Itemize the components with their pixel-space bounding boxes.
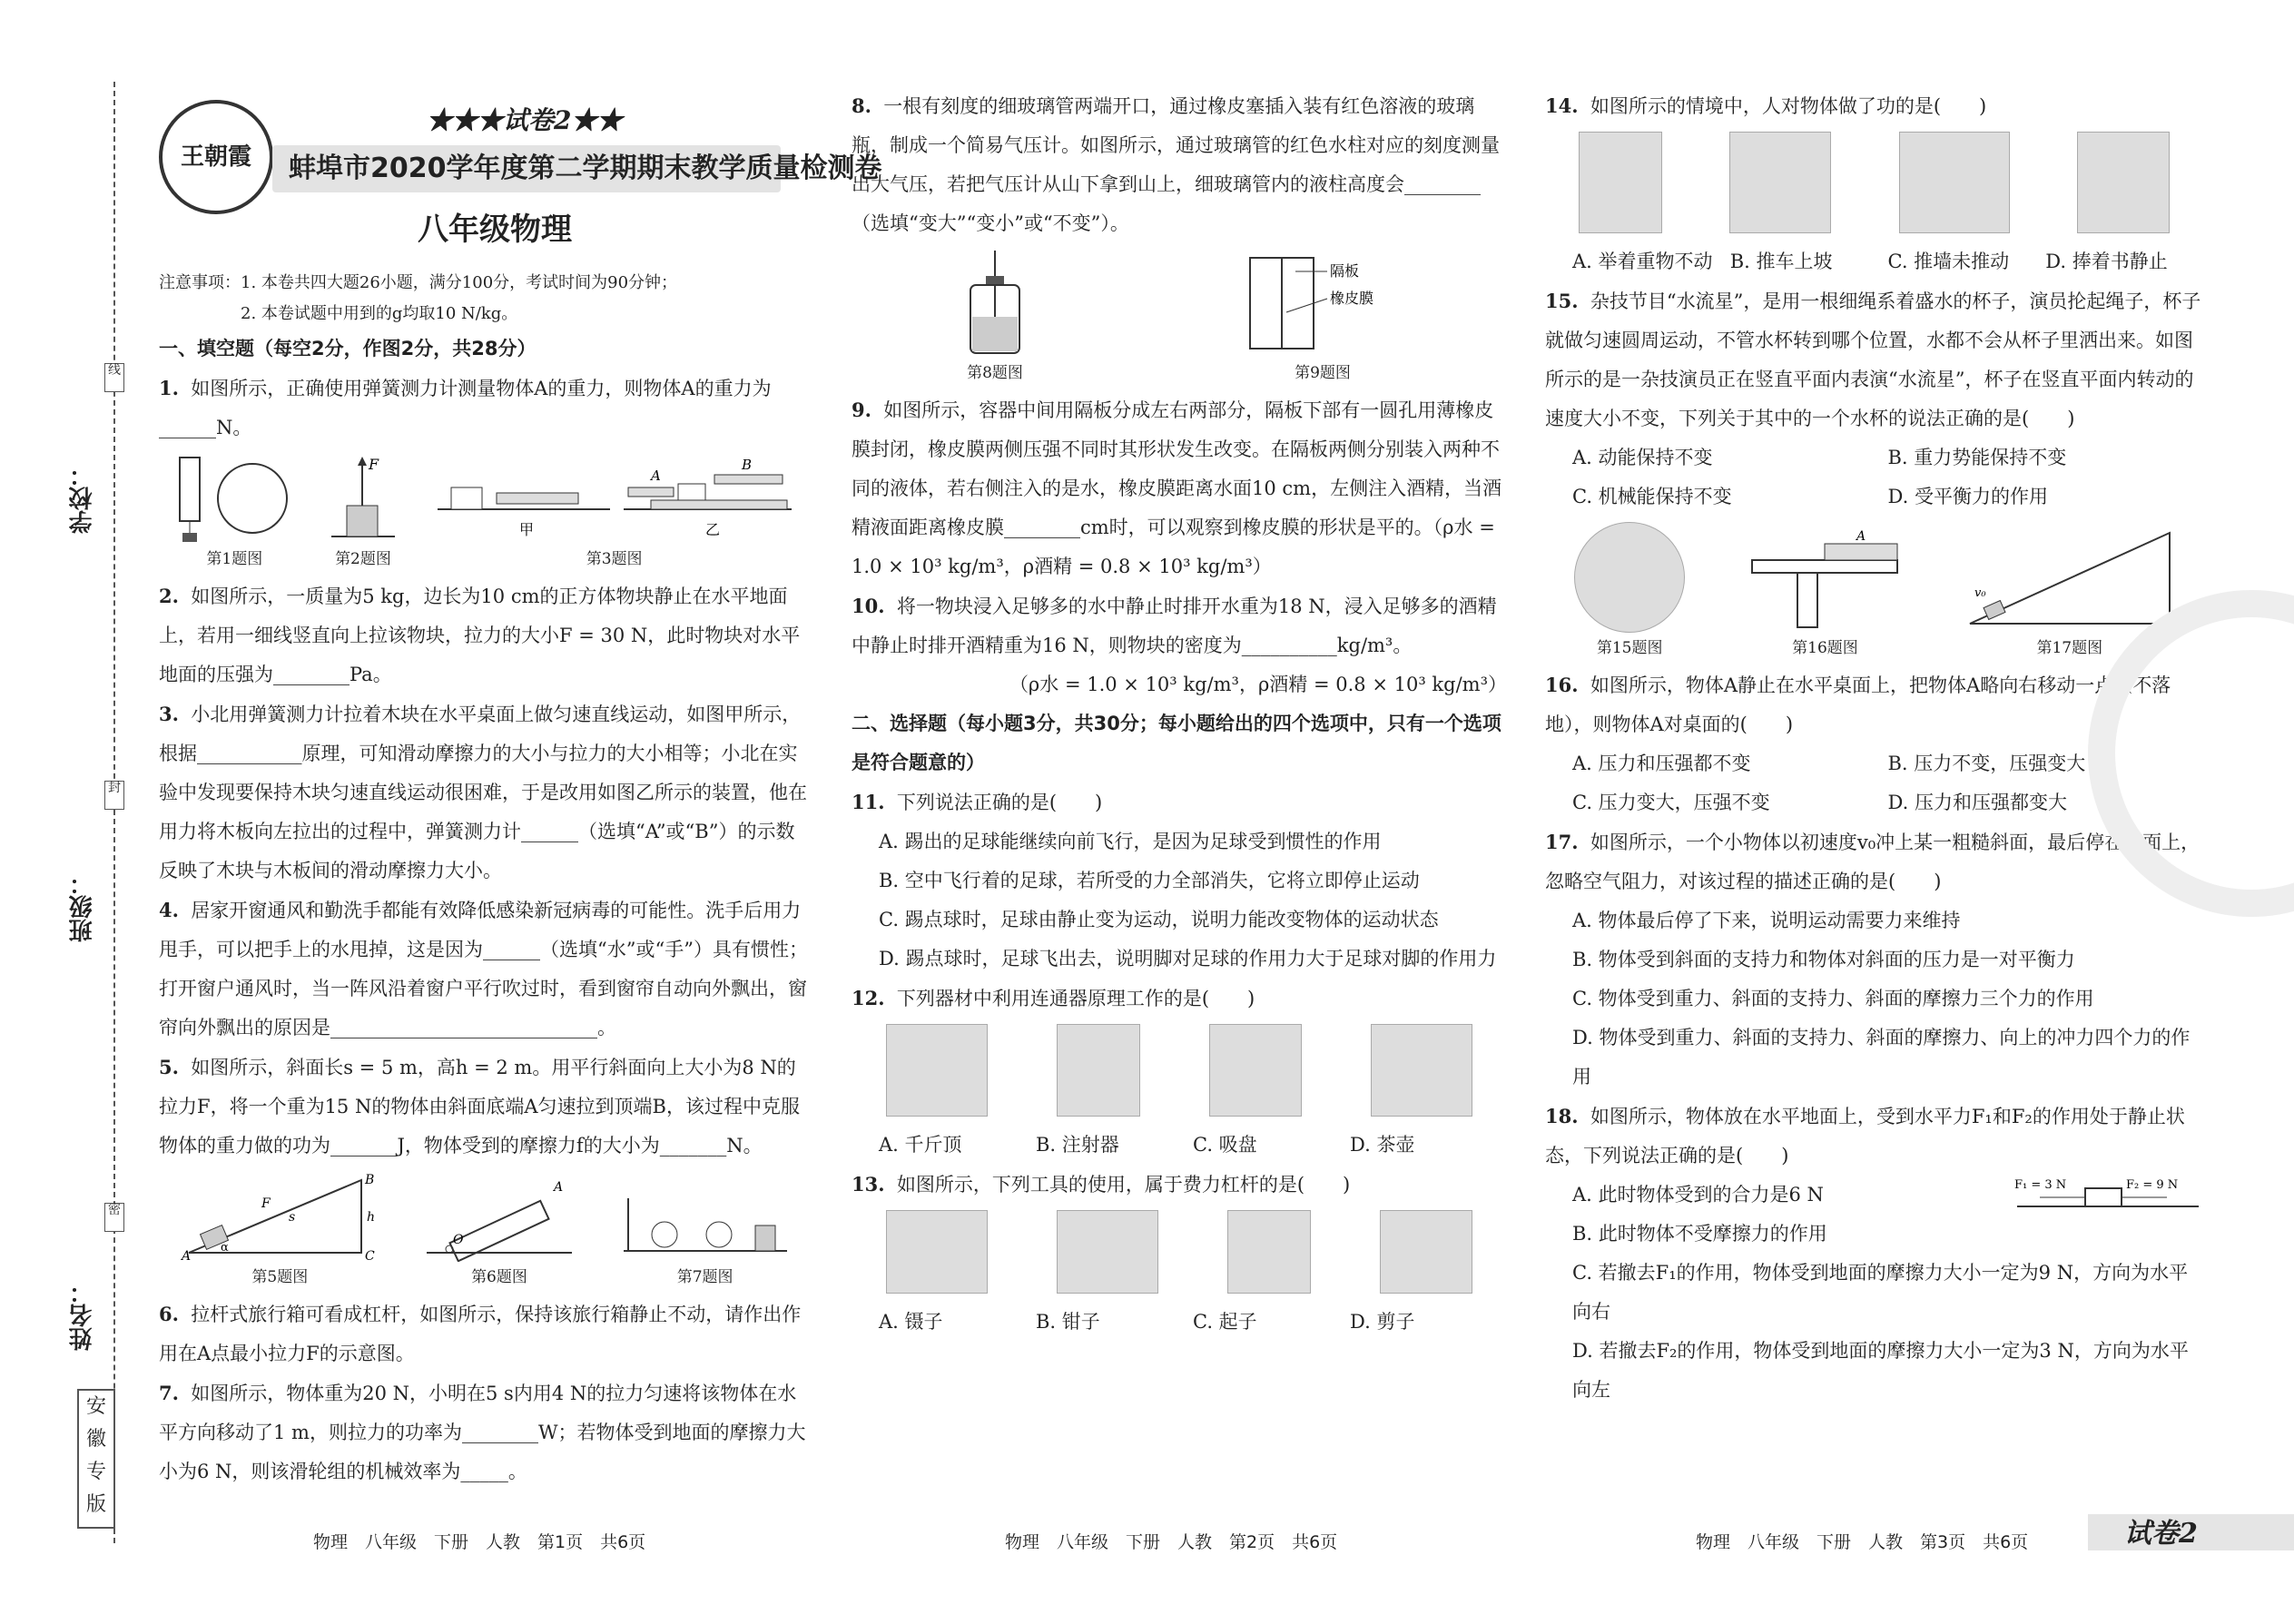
binding-line: [113, 82, 115, 1543]
rough-incline-diagram: [1965, 524, 2174, 633]
q15-option-c: C. 机械能保持不变: [1572, 486, 1732, 507]
figure-2-caption: 第2题图: [335, 550, 391, 568]
question-12: 12. 下列器材中利用连通器原理工作的是( ): [852, 987, 1255, 1009]
q12-option-b: B. 注射器: [1036, 1134, 1119, 1156]
label-a: A: [553, 1180, 564, 1195]
figure-9: [1241, 249, 1404, 385]
lifting-weight-image: [1579, 132, 1662, 233]
footer-page-1: 物理 八年级 下册 人教 第1页 共6页: [313, 1532, 646, 1552]
q18-force-diagram: [2013, 1176, 2203, 1212]
label-jia: 甲: [518, 521, 534, 538]
teapot-image: [1371, 1024, 1472, 1117]
figure-9-caption: 第9题图: [1295, 364, 1351, 382]
section-1-heading: 一、填空题（每空2分，作图2分，共28分）: [159, 338, 537, 359]
barometer-bottle-diagram: [954, 249, 1036, 358]
figure-row-3: [852, 249, 1507, 385]
label-s: s: [289, 1210, 296, 1225]
seal-mark: 封: [104, 781, 124, 810]
table-block-diagram: [1743, 524, 1906, 633]
question-5: 5. 如图所示，斜面长s = 5 m，高h = 2 m。用平行斜面向上大小为8 N的拉力F，将一个重为15 N的物体由斜面底端A匀速拉到顶端B，该过程中克服物体的重力做的功为_______J，物体受到的摩擦力f的大小为_______N。: [159, 1056, 800, 1156]
paper-tag: 试卷2: [2124, 1518, 2198, 1550]
q13-option-c: C. 起子: [1193, 1311, 1257, 1333]
question-18: 18. 如图所示，物体放在水平地面上，受到水平力F₁和F₂的作用处于静止状态，下列说法正确的是( ): [1545, 1105, 2185, 1166]
figure-3-caption: 第3题图: [586, 550, 643, 568]
q13-options: [852, 1303, 1507, 1342]
region-badge: 安徽专版: [77, 1389, 115, 1529]
scissors-image: [1380, 1210, 1472, 1294]
question-1: 1. 如图所示，正确使用弹簧测力计测量物体A的重力，则物体A的重力为______N。: [159, 377, 772, 438]
q17-option-b: B. 物体受到斜面的支持力和物体对斜面的压力是一对平衡力: [1572, 949, 2075, 970]
brand-logo: 王朝霞: [159, 100, 273, 214]
school-label: 学校：: [69, 463, 96, 534]
q17-option-a: A. 物体最后停了下来，说明运动需要力来维持: [1572, 910, 1961, 931]
syringe-image: [1057, 1024, 1140, 1117]
question-10: 10. 将一物块浸入足够多的水中静止时排开水重为18 N，浸入足够多的酒精中静止时排开酒精重为16 N，则物块的密度为__________kg/m³。: [852, 595, 1497, 656]
section-2-heading: 二、选择题（每小题3分，共30分；每小题给出的四个选项中，只有一个选项是符合题意的）: [852, 713, 1501, 773]
q17-option-c: C. 物体受到重力、斜面的支持力、斜面的摩擦力三个力的作用: [1572, 988, 2094, 1009]
q12-option-a: A. 千斤顶: [879, 1134, 962, 1156]
question-8: 8. 一根有刻度的细玻璃管两端开口，通过橡皮塞插入装有红色溶液的玻璃瓶，制成一个简易气压计。如图所示，通过玻璃管的红色水柱对应的刻度测量出大气压，若把气压计从山下拿到山上，细玻璃管内的液柱高度会________（选填“变大”“变小”或“不变”）。: [852, 94, 1500, 234]
question-13: 13. 如图所示，下列工具的使用，属于费力杠杆的是( ): [852, 1173, 1351, 1196]
q14-option-a: A. 举着重物不动: [1572, 251, 1713, 272]
figure-1-caption: 第1题图: [206, 550, 263, 568]
name-label: 姓名：: [69, 1280, 96, 1351]
question-9: 9. 如图所示，容器中间用隔板分成左右两部分，隔板下部有一圆孔用薄橡皮膜封闭，橡皮膜两侧压强不同时其形状发生改变。在隔板两侧分别装入两种不同的液体，若右侧注入的是水，橡皮膜距离水面10 cm，左侧注入酒精，当酒精液面距离橡皮膜________cm时，可以观察到橡皮膜的形状是平的。（ρ水 = 1.0 × 10³ kg/m³，ρ酒精 = 0.8 × 10³ kg/m³）: [852, 399, 1502, 577]
q12-images: [852, 1024, 1507, 1120]
f2-label: F₂ = 9 N: [2126, 1178, 2179, 1192]
q10-density-note: （ρ水 = 1.0 × 10³ kg/m³，ρ酒精 = 0.8 × 10³ kg/m³）: [1009, 674, 1507, 695]
q18-option-d: D. 若撤去F₂的作用，物体受到地面的摩擦力大小一定为3 N，方向为水平向左: [1572, 1340, 2189, 1401]
q13-option-d: D. 剪子: [1350, 1311, 1415, 1333]
container-partition-diagram: [1241, 249, 1404, 358]
figure-7: [619, 1171, 792, 1289]
q14-option-b: B. 推车上坡: [1729, 251, 1833, 272]
figure-15: [1574, 522, 1685, 660]
q15-options-row-2: [1545, 477, 2203, 517]
figure-6: [422, 1171, 576, 1289]
question-2: 2. 如图所示，一质量为5 kg，边长为10 cm的正方体物块静止在水平地面上，若用一细线竖直向上拉该物块，拉力的大小F = 30 N，此时物块对水平地面的压强为________Pa。: [159, 585, 801, 685]
question-16: 16. 如图所示，物体A静止在水平桌面上，把物体A略向右移动一点（不落地），则物体A对桌面的( ): [1545, 674, 2171, 735]
q11-option-a: A. 踢出的足球能继续向前飞行，是因为足球受到惯性的作用: [879, 831, 1382, 852]
label-membrane: 橡皮膜: [1330, 290, 1374, 307]
pushing-cart-image: [1729, 132, 1831, 233]
exam-title: 蚌埠市2020学年度第二学期期末教学质量检测卷: [289, 153, 882, 184]
question-15: 15. 杂技节目“水流星”，是用一根细绳系着盛水的杯子，演员抡起绳子，杯子就做匀速圆周运动，不管水杯转到哪个位置，水都不会从杯子里洒出来。如图所示的是一杂技演员正在竖直平面内表演“水流星”，杯子在竖直平面内转动的速度大小不变，下列关于其中的一个水杯的说法正确的是( ): [1545, 290, 2201, 429]
q18-option-b: B. 此时物体不受摩擦力的作用: [1572, 1223, 1827, 1245]
question-3: 3. 小北用弹簧测力计拉着木块在水平桌面上做匀速直线运动，如图甲所示，根据___________原理，可知滑动摩擦力的大小与拉力的大小相等；小北在实验中发现要保持木块匀速直线运动很困难，于是改用如图乙所示的装置，他在用力将木板向左拉出的过程中，弹簧测力计______（选填“A”或“B”）的示数反映了木块与木板间的滑动摩擦力大小。: [159, 703, 807, 881]
footer-page-3: 物理 八年级 下册 人教 第3页 共6页: [1696, 1532, 2029, 1552]
line-mark: 线: [104, 363, 124, 392]
class-label: 班级：: [69, 871, 96, 942]
bottle-opener-image: [1227, 1210, 1311, 1294]
q12-option-d: D. 茶壶: [1350, 1134, 1415, 1156]
label-partition: 隔板: [1330, 262, 1360, 280]
figure-1: [175, 453, 293, 571]
figure-5-caption: 第5题图: [251, 1268, 309, 1286]
column-1: [159, 268, 812, 1491]
q11-option-d: D. 踢点球时，足球飞出去，说明脚对足球的作用力大于足球对脚的作用力: [879, 948, 1497, 969]
q11-option-c: C. 踢点球时，足球由静止变为运动，说明力能改变物体的运动状态: [879, 909, 1439, 930]
q18-options-block: [1545, 1176, 2203, 1410]
figure-15-caption: 第15题图: [1596, 639, 1663, 657]
q13-option-b: B. 钳子: [1036, 1311, 1100, 1333]
figure-16: [1743, 524, 1906, 660]
holding-book-image: [2077, 132, 2170, 233]
figure-2: [327, 453, 399, 571]
suction-cup-image: [1209, 1024, 1302, 1117]
q14-images: [1545, 132, 2203, 237]
pliers-image: [1057, 1210, 1158, 1294]
secret-mark: 密: [104, 1203, 124, 1232]
label-c: C: [365, 1249, 376, 1262]
question-11: 11. 下列说法正确的是( ): [852, 791, 1103, 813]
figure-8-caption: 第8题图: [967, 364, 1023, 382]
suitcase-diagram: [422, 1171, 576, 1262]
question-7: 7. 如图所示，物体重为20 N，小明在5 s内用4 N的拉力匀速将该物体在水平方向移动了1 m，则拉力的功率为________W；若物体受到地面的摩擦力大小为6 N，则该滑轮组的机械效率为_____。: [159, 1382, 806, 1482]
q14-option-d: D. 捧着书静止: [2045, 251, 2168, 272]
q18-option-c: C. 若撤去F₁的作用，物体受到地面的摩擦力大小一定为9 N，方向为水平向右: [1572, 1262, 2189, 1323]
q15-option-a: A. 动能保持不变: [1572, 447, 1713, 468]
notice-line-1: 注意事项：1. 本卷共四大题26小题，满分100分，考试时间为90分钟；: [159, 273, 678, 292]
subject-title: 八年级物理: [418, 212, 572, 248]
friction-setup-diagram: [433, 453, 796, 544]
figure-8: [954, 249, 1036, 385]
question-6: 6. 拉杆式旅行箱可看成杠杆，如图所示，保持该旅行箱静止不动，请作出作用在A点最小拉力F的示意图。: [159, 1303, 802, 1364]
column-2: [852, 86, 1507, 1342]
q13-images: [852, 1210, 1507, 1297]
q14-options: [1545, 242, 2203, 281]
label-alpha: α: [221, 1241, 230, 1255]
label-b: B: [365, 1173, 375, 1187]
footer-page-2: 物理 八年级 下册 人教 第2页 共6页: [1005, 1532, 1338, 1552]
incline-diagram: [180, 1171, 379, 1262]
label-a: A: [1856, 529, 1866, 544]
q12-options: [852, 1126, 1507, 1165]
figure-16-caption: 第16题图: [1792, 639, 1858, 657]
block-force-diagram: [327, 453, 399, 544]
q15-option-d: D. 受平衡力的作用: [1887, 486, 2048, 507]
f1-label: F₁ = 3 N: [2014, 1178, 2067, 1192]
q16-option-c: C. 压力变大，压强不变: [1572, 792, 1770, 813]
figure-row-4: [1545, 522, 2203, 660]
label-o: O: [452, 1233, 464, 1247]
label-v0: v₀: [1974, 586, 1986, 600]
pulley-diagram: [619, 1171, 792, 1262]
tweezers-image: [886, 1210, 988, 1294]
label-f: F: [261, 1196, 271, 1211]
water-meteor-image: [1574, 522, 1685, 633]
figure-row-1: [159, 453, 812, 571]
pushing-wall-image: [1899, 132, 2010, 233]
q16-option-b: B. 压力不变，压强变大: [1887, 753, 2086, 774]
jack-image: [886, 1024, 988, 1117]
notice-line-2: 2. 本卷试题中用到的g均取10 N/kg。: [241, 304, 518, 323]
label-b: B: [741, 457, 752, 473]
label-a: A: [650, 468, 661, 484]
q15-options-row-1: [1545, 438, 2203, 477]
paper-label: ★★★试卷2★★: [427, 105, 623, 135]
q18-option-a: A. 此时物体受到的合力是6 N: [1572, 1184, 1824, 1206]
q13-option-a: A. 镊子: [879, 1311, 943, 1333]
label-h: h: [367, 1210, 376, 1225]
figure-17-caption: 第17题图: [2036, 639, 2103, 657]
q17-option-d: D. 物体受到重力、斜面的支持力、斜面的摩擦力、向上的冲力四个力的作用: [1572, 1027, 2191, 1088]
q16-option-d: D. 压力和压强都变大: [1887, 792, 2067, 813]
figure-3: [433, 453, 796, 571]
figure-5: [180, 1171, 379, 1289]
spring-scale-diagram: [175, 453, 293, 544]
q11-option-b: B. 空中飞行着的足球，若所受的力全部消失，它将立即停止运动: [879, 870, 1420, 891]
label-a: A: [182, 1249, 192, 1262]
figure-row-2: [159, 1171, 812, 1289]
q15-option-b: B. 重力势能保持不变: [1887, 447, 2067, 468]
force-f-label: F: [368, 456, 379, 473]
q12-option-c: C. 吸盘: [1193, 1134, 1257, 1156]
figure-7-caption: 第7题图: [676, 1268, 733, 1286]
label-yi: 乙: [704, 521, 720, 538]
question-4: 4. 居家开窗通风和勤洗手都能有效降低感染新冠病毒的可能性。洗手后用力甩手，可以把手上的水甩掉，这是因为______（选填“水”或“手”）具有惯性；打开窗户通风时，当一阵风沿着窗户平行吹过时，看到窗帘自动向外飘出，窗帘向外飘出的原因是____________________________。: [159, 899, 808, 1038]
figure-6-caption: 第6题图: [471, 1268, 527, 1286]
question-14: 14. 如图所示的情境中，人对物体做了功的是( ): [1545, 94, 1987, 117]
q16-option-a: A. 压力和压强都不变: [1572, 753, 1751, 774]
q14-option-c: C. 推墙未推动: [1887, 251, 2010, 272]
question-17: 17. 如图所示，一个小物体以初速度v₀冲上某一粗糙斜面，最后停在斜面上，忽略空气阻力，对该过程的描述正确的是( ): [1545, 831, 2200, 892]
